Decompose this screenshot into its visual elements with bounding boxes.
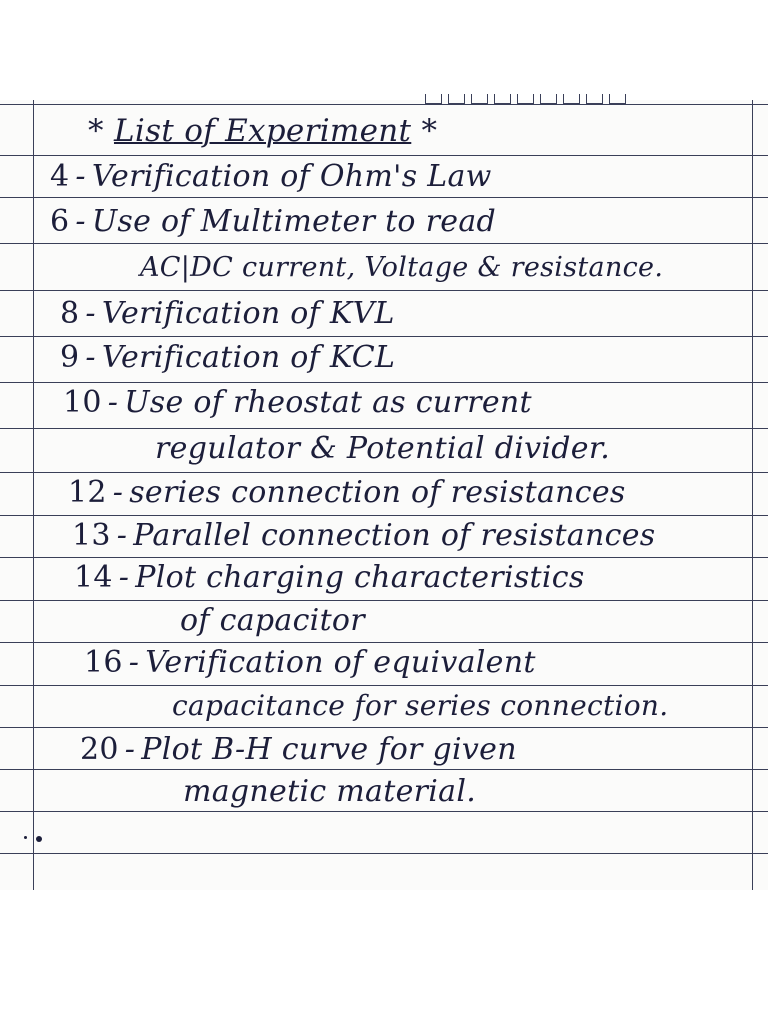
header-box — [563, 94, 580, 104]
experiment-text: Verification of equivalent — [145, 645, 536, 680]
ruled-line — [0, 428, 768, 429]
experiment-item — [80, 732, 517, 767]
item-dash: - — [75, 159, 86, 194]
ruled-line — [0, 243, 768, 244]
ruled-line — [0, 642, 768, 643]
header-box — [517, 94, 534, 104]
experiment-number: 6 — [50, 204, 70, 239]
header-box — [494, 94, 511, 104]
experiment-number: 4 — [50, 159, 70, 194]
ruled-line — [0, 769, 768, 770]
header-box — [609, 94, 626, 104]
experiment-text: Use of rheostat as current — [124, 385, 532, 420]
item-dash: - — [85, 340, 96, 375]
header-box — [471, 94, 488, 104]
experiment-text-continued: magnetic material. — [183, 774, 477, 809]
experiment-number: 12 — [68, 475, 107, 510]
experiment-number: 16 — [84, 645, 123, 680]
experiment-number: 20 — [80, 732, 119, 767]
experiment-text-continued: of capacitor — [180, 603, 365, 638]
ruled-line — [0, 104, 768, 105]
ruled-line — [0, 557, 768, 558]
title-star-right: * — [421, 113, 438, 149]
ruled-line — [0, 336, 768, 337]
ruled-line — [0, 727, 768, 728]
experiment-text: Verification of Ohm's Law — [91, 159, 492, 194]
experiment-item — [60, 340, 396, 375]
experiment-item — [72, 518, 656, 553]
experiment-item — [50, 204, 497, 239]
ruled-line — [0, 515, 768, 516]
header-box — [586, 94, 603, 104]
experiment-text: Plot B-H curve for given — [141, 732, 517, 767]
item-dash: - — [124, 732, 136, 767]
experiment-number: 13 — [72, 518, 111, 553]
ink-dot — [36, 836, 42, 842]
item-dash: - — [75, 204, 86, 239]
experiment-item — [74, 560, 585, 595]
ruled-line — [0, 472, 768, 473]
experiment-number: 10 — [63, 385, 102, 420]
item-dash: - — [116, 518, 128, 553]
header-box — [540, 94, 557, 104]
item-dash: - — [107, 385, 119, 420]
right-margin-line — [752, 100, 753, 890]
ink-dot — [24, 836, 27, 839]
ruled-line — [0, 811, 768, 812]
experiment-item — [60, 296, 395, 331]
item-dash: - — [112, 475, 124, 510]
header-box — [425, 94, 442, 104]
experiment-text: Parallel connection of resistances — [133, 518, 656, 553]
title-star-left: * — [88, 113, 104, 149]
experiment-number: 8 — [60, 296, 80, 331]
experiment-number: 9 — [60, 340, 80, 375]
item-dash: - — [128, 645, 140, 680]
ruled-line — [0, 600, 768, 601]
ruled-line — [0, 290, 768, 291]
experiment-text: Verification of KVL — [101, 296, 395, 331]
experiment-text-continued: capacitance for series connection. — [172, 689, 669, 722]
ruled-line — [0, 197, 768, 198]
ruled-line — [0, 155, 768, 156]
experiment-item — [68, 475, 626, 510]
experiment-item — [50, 159, 492, 194]
ruled-line — [0, 685, 768, 686]
header-box — [448, 94, 465, 104]
item-dash: - — [85, 296, 96, 331]
experiment-text: Plot charging characteristics — [135, 560, 585, 595]
item-dash: - — [118, 560, 130, 595]
ruled-line — [0, 382, 768, 383]
experiment-number: 14 — [74, 560, 113, 595]
experiment-item — [84, 645, 536, 680]
experiment-text: Verification of KCL — [101, 340, 396, 375]
experiment-item — [63, 385, 532, 420]
page-title — [88, 113, 438, 149]
ruled-line — [0, 853, 768, 854]
experiment-text-continued: AC|DC current, Voltage & resistance. — [140, 252, 664, 283]
title-text: List of Experiment — [113, 113, 412, 149]
left-margin-line — [33, 100, 34, 890]
experiment-text: series connection of resistances — [129, 475, 626, 510]
experiment-text-continued: regulator & Potential divider. — [155, 431, 611, 466]
experiment-text: Use of Multimeter to read — [91, 204, 497, 239]
